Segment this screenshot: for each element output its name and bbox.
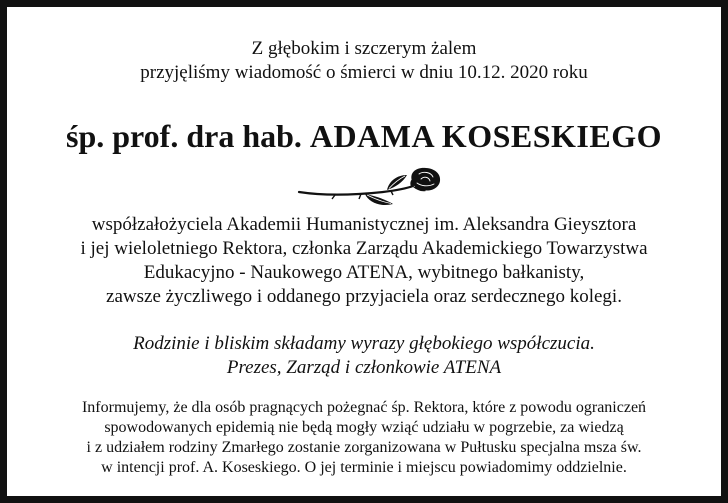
intro-line: Z głębokim i szczerym żalem [251, 38, 477, 59]
description-line: współzałożyciela Akademii Humanistycznej im. Aleksandra Gieysztora [91, 214, 637, 235]
info-text [7, 398, 721, 478]
intro-text [7, 37, 721, 85]
info-line: i z udziałem rodziny Zmarłego zostanie zorganizowana w Pułtusku specjalna msza św. [86, 439, 642, 456]
info-line: spowodowanych epidemią nie będą mogły wziąć udziału w pogrzebie, za wiedzą [104, 419, 624, 436]
info-line: w intencji prof. A. Koseskiego. O jej terminie i miejscu powiadomimy oddzielnie. [101, 459, 627, 476]
info-line: Informujemy, że dla osób pragnących pożegnać śp. Rektora, które z powodu ograniczeń [81, 399, 647, 416]
description-line: Edukacyjno - Naukowego ATENA, wybitnego bałkanisty, [143, 262, 585, 283]
condolences-text [7, 332, 721, 380]
rose-icon [295, 165, 445, 211]
signature-line: Prezes, Zarząd i członkowie ATENA [226, 357, 502, 378]
intro-line: przyjęliśmy wiadomość o śmierci w dniu 10.12. 2020 roku [140, 62, 588, 83]
condolences-line: Rodzinie i bliskim składamy wyrazy głębokiego współczucia. [133, 333, 595, 354]
description-text [7, 213, 721, 309]
description-line: zawsze życzliwego i oddanego przyjaciela oraz serdecznego kolegi. [106, 286, 622, 307]
name-prefix: śp. prof. dra hab. [66, 118, 302, 154]
deceased-name [7, 116, 721, 156]
description-line: i jej wieloletniego Rektora, członka Zarządu Akademickiego Towarzystwa [80, 238, 648, 259]
name-surname: ADAMA KOSESKIEGO [309, 118, 662, 154]
